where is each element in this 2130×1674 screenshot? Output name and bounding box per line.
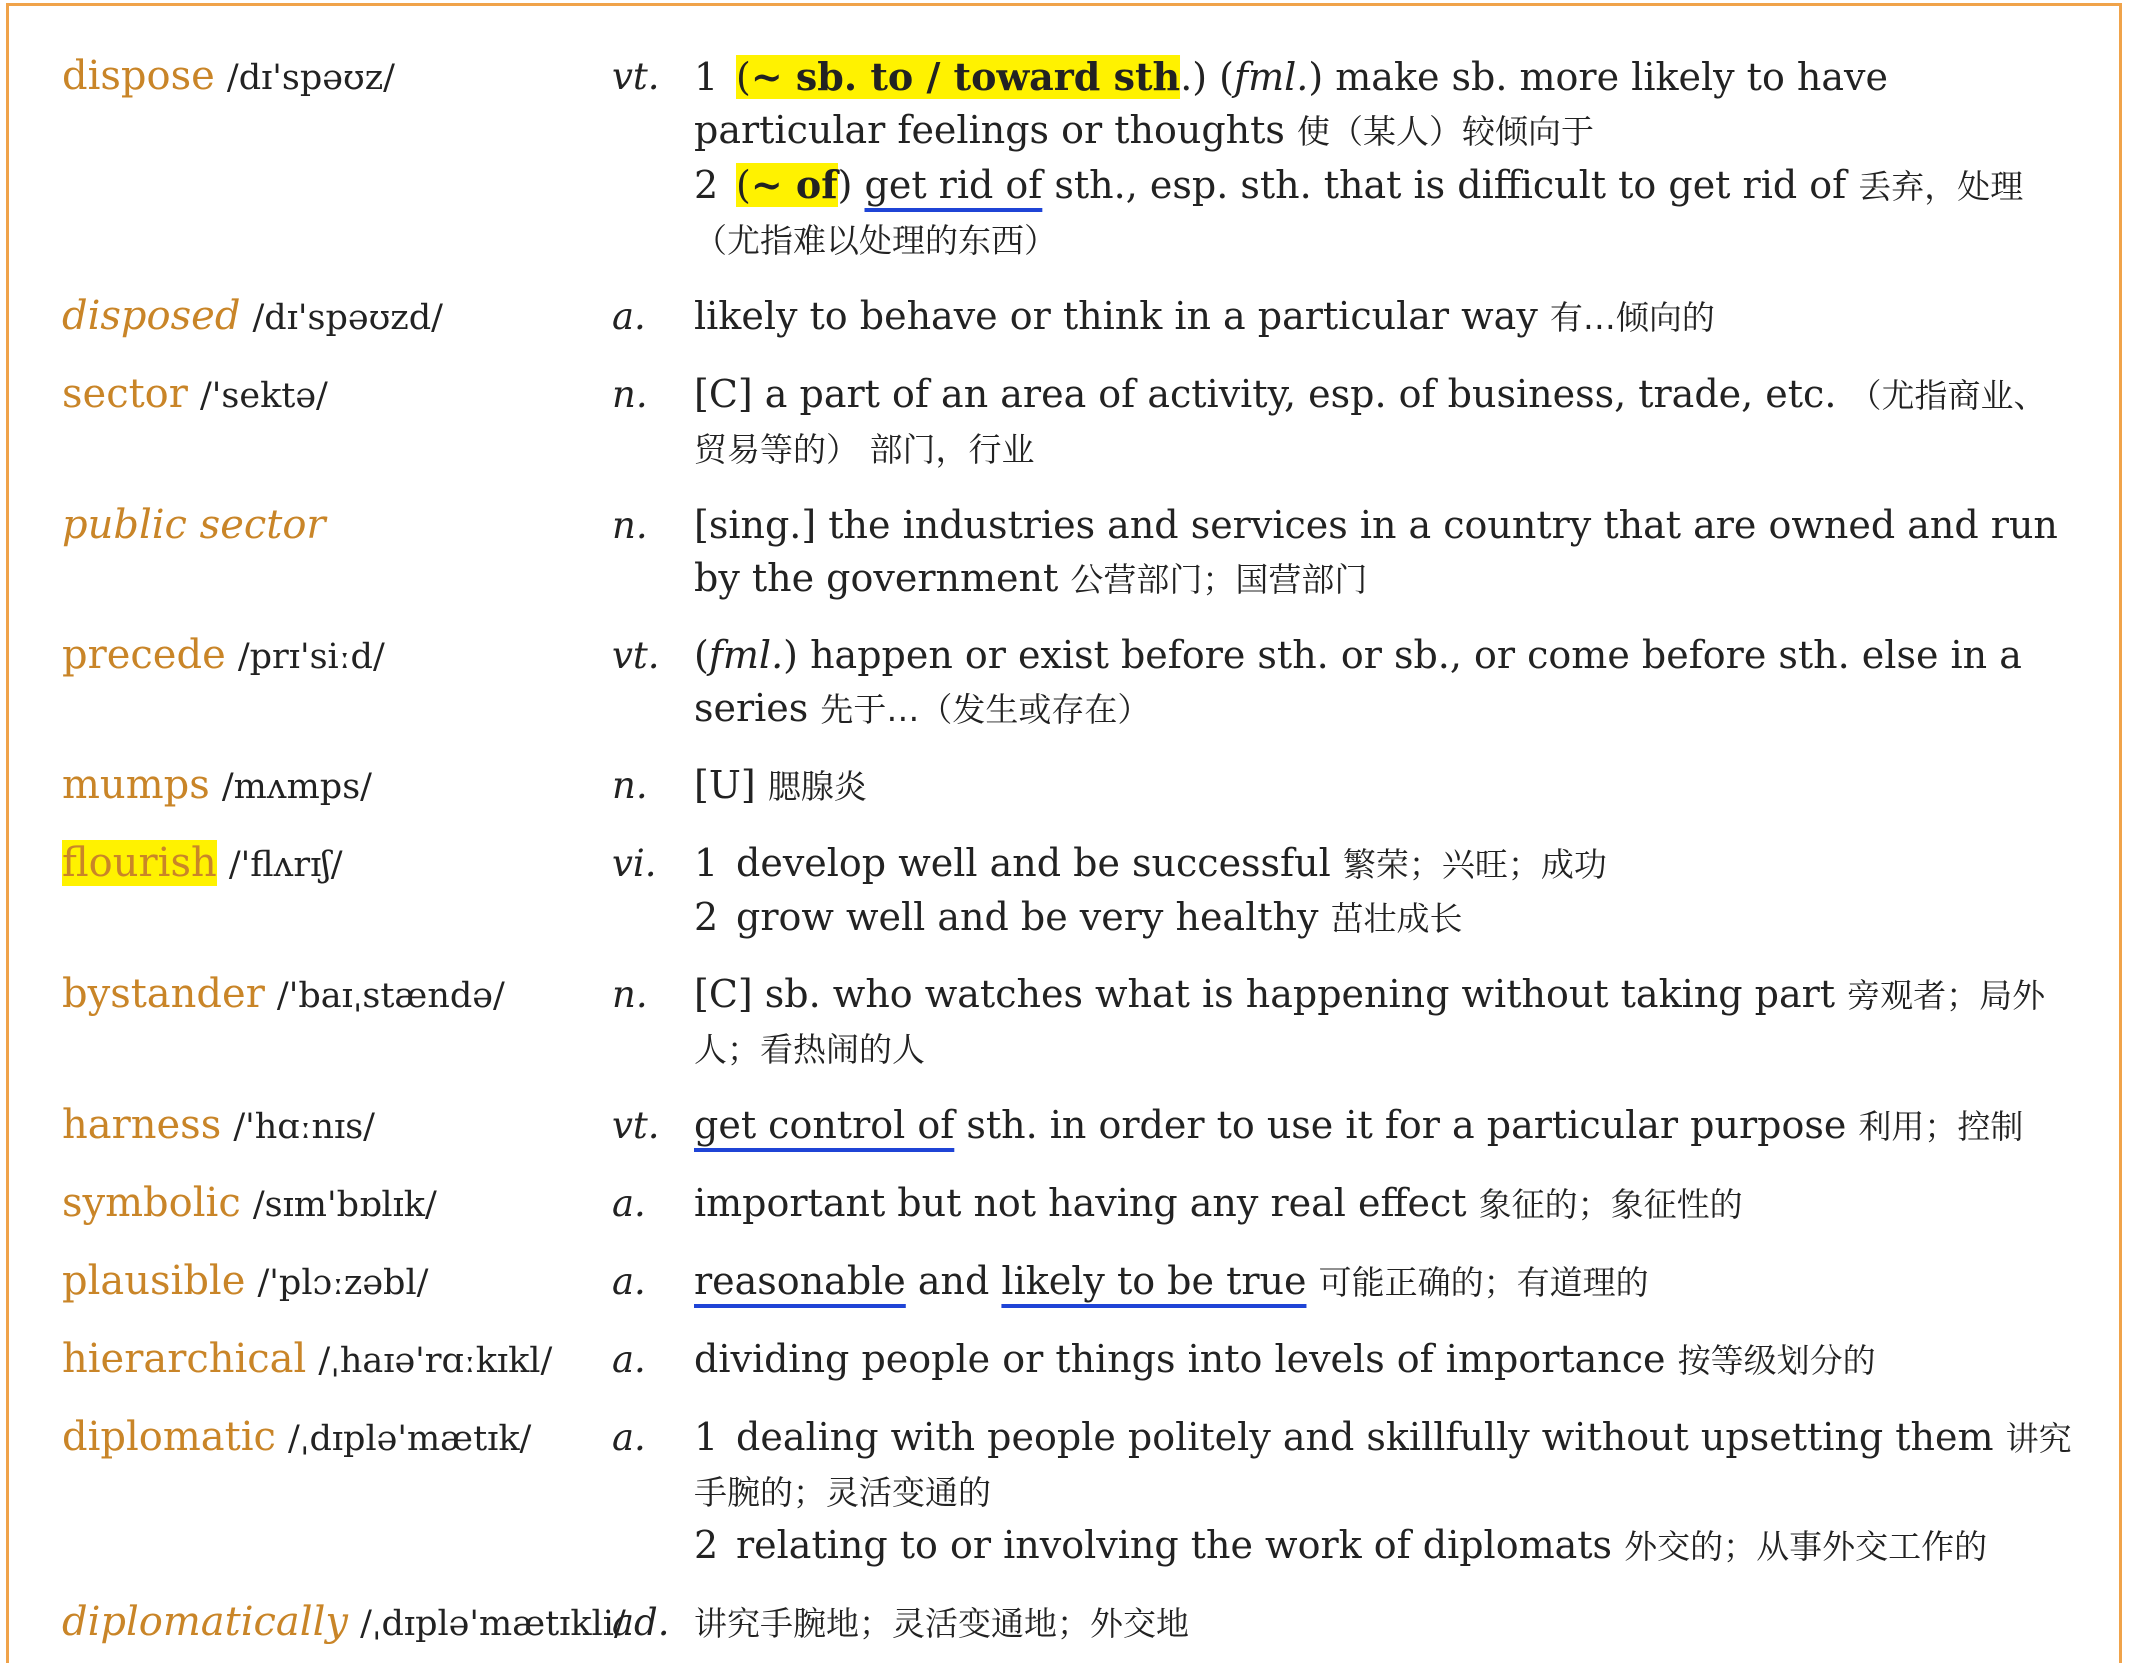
sense-1: 1 (~ sb. to / toward sth.) (fml.) make sb. more likely to have particular feelings or thoughts 使（某人）较倾向于: [694, 50, 2072, 158]
headword: mumps: [62, 762, 210, 808]
entry-diplomatic: [62, 1411, 2072, 1573]
phonetic: /prɪ'siːd/: [237, 637, 385, 677]
headword: sector: [62, 371, 188, 417]
chinese-gloss: 外交的；从事外交工作的: [1624, 1527, 1988, 1566]
definition: important but not having any real effect 象征的；象征性的: [694, 1181, 1743, 1225]
part-of-speech: vt.: [612, 634, 660, 677]
underlined-phrase: get rid of: [864, 163, 1043, 207]
entry-sector: [62, 368, 2072, 476]
chinese-gloss: 丢弃，处理（尤指难以处理的东西）: [694, 167, 2024, 260]
chinese-gloss: 讲究手腕的；灵活变通的: [694, 1419, 2072, 1512]
definition: reasonable and likely to be true 可能正确的；有道理的: [694, 1259, 1649, 1303]
definition: dividing people or things into levels of importance 按等级划分的: [694, 1337, 1876, 1381]
underlined-phrase: reasonable: [694, 1259, 906, 1303]
definition: [694, 1596, 2072, 1650]
phonetic: /'hɑːnɪs/: [233, 1107, 375, 1147]
definition: get control of sth. in order to use it for a particular purpose 利用；控制: [694, 1103, 2024, 1147]
phonetic: /ˌhaɪə'rɑːkɪkl/: [318, 1341, 553, 1381]
phonetic: /'sektə/: [199, 376, 328, 416]
entry-harness: [62, 1099, 2072, 1154]
chinese-gloss: 可能正确的；有道理的: [1318, 1263, 1649, 1302]
usage-pattern: ~ of: [750, 162, 838, 207]
headword: diplomatic: [62, 1414, 276, 1460]
part-of-speech: n.: [612, 373, 648, 416]
headword: hierarchical: [62, 1336, 307, 1382]
phonetic: /'flʌrɪʃ/: [228, 845, 343, 885]
entry-plausible: [62, 1255, 2072, 1310]
headword: bystander: [62, 971, 265, 1017]
sense-2: 2 (~ of) get rid of sth., esp. sth. that is difficult to get rid of 丢弃，处理（尤指难以处理的东西）: [694, 158, 2072, 267]
chinese-gloss: 旁观者；局外人；看热闹的人: [694, 976, 2046, 1069]
phonetic: /mʌmps/: [221, 767, 372, 807]
phonetic: /ˌdɪplə'mætɪk/: [288, 1419, 532, 1459]
part-of-speech: vt.: [612, 55, 660, 98]
chinese-gloss: 按等级划分的: [1677, 1341, 1876, 1380]
part-of-speech: n.: [612, 973, 648, 1016]
part-of-speech: a.: [612, 1260, 646, 1303]
sense-number: 2: [694, 895, 719, 939]
definition: (fml.) happen or exist before sth. or sb., or come before sth. else in a series 先于…（发生或存在）: [694, 633, 2022, 730]
phonetic: /ˌdɪplə'mætɪkli/: [360, 1604, 626, 1644]
headword: plausible: [62, 1258, 246, 1304]
entry-bystander: [62, 968, 2072, 1076]
chinese-gloss: 腮腺炎: [767, 767, 867, 806]
definition: [694, 1411, 2072, 1573]
sense-1: 1 dealing with people politely and skillfully without upsetting them 讲究手腕的；灵活变通的: [694, 1411, 2072, 1519]
sense-2: 2 relating to or involving the work of diplomats 外交的；从事外交工作的: [694, 1519, 2072, 1573]
sense-2: 2 grow well and be very healthy 茁壮成长: [694, 891, 2072, 945]
definition: [694, 50, 2072, 267]
definition: likely to behave or think in a particular way 有…倾向的: [694, 294, 1715, 338]
definition: [694, 837, 2072, 945]
definition: [U] 腮腺炎: [694, 763, 867, 807]
highlight: (~ sb. to / toward sth: [736, 54, 1181, 99]
entry-disposed: [62, 290, 2072, 345]
headword: dispose: [62, 53, 215, 99]
chinese-gloss: 繁荣；兴旺；成功: [1342, 845, 1607, 884]
part-of-speech: ad.: [612, 1601, 670, 1644]
entry-diplomatically: [62, 1596, 2072, 1651]
chinese-gloss: 使（某人）较倾向于: [1296, 112, 1594, 151]
chinese-gloss: 先于…（发生或存在）: [820, 690, 1151, 729]
entry-dispose: [62, 50, 2072, 267]
phonetic: /sɪm'bɒlɪk/: [252, 1185, 437, 1225]
part-of-speech: a.: [612, 1182, 646, 1225]
usage-pattern: ~ sb. to / toward sth: [750, 54, 1181, 99]
chinese-gloss: 象征的；象征性的: [1478, 1185, 1743, 1224]
glossary-list: [62, 50, 2072, 1674]
headword: disposed: [62, 293, 241, 339]
entry-precede: [62, 629, 2072, 736]
sense-number: 2: [694, 1523, 719, 1567]
chinese-gloss: 公营部门；国营部门: [1070, 560, 1368, 599]
headword: flourish: [62, 840, 217, 886]
headword: symbolic: [62, 1180, 241, 1226]
chinese-gloss: 讲究手腕地；灵活变通地；外交地: [694, 1604, 1189, 1643]
headword: public sector: [62, 502, 326, 548]
headword: diplomatically: [62, 1599, 348, 1645]
part-of-speech: a.: [612, 1416, 646, 1459]
part-of-speech: a.: [612, 295, 646, 338]
phonetic: /'baɪˌstændə/: [276, 976, 505, 1016]
entry-symbolic: [62, 1177, 2072, 1232]
phonetic: /dɪ'spəʊz/: [226, 58, 395, 98]
chinese-gloss: （尤指商业、贸易等的） 部门，行业: [694, 376, 2047, 469]
headword: harness: [62, 1102, 222, 1148]
entry-flourish: [62, 837, 2072, 945]
sense-number: 1: [694, 1415, 719, 1459]
register-label: fml.: [708, 633, 784, 677]
phonetic: /'plɔːzəbl/: [257, 1263, 429, 1303]
part-of-speech: vi.: [612, 842, 657, 885]
entry-mumps: [62, 759, 2072, 814]
definition: [C] sb. who watches what is happening without taking part 旁观者；局外人；看热闹的人: [694, 972, 2046, 1069]
underlined-phrase: get control of: [694, 1103, 955, 1147]
part-of-speech: vt.: [612, 1104, 660, 1147]
entry-hierarchical: [62, 1333, 2072, 1388]
sense-number: 1: [694, 841, 719, 885]
sense-1: 1 develop well and be successful 繁荣；兴旺；成功: [694, 837, 2072, 891]
definition: [sing.] the industries and services in a country that are owned and run by the government 公营部门；国营部门: [694, 503, 2058, 600]
phonetic: /dɪ'spəʊzd/: [252, 298, 443, 338]
headword: precede: [62, 632, 226, 678]
chinese-gloss: 有…倾向的: [1549, 298, 1715, 337]
entry-public-sector: [62, 499, 2072, 606]
chinese-gloss: 茁壮成长: [1330, 899, 1463, 938]
definition: [C] a part of an area of activity, esp. of business, trade, etc. （尤指商业、贸易等的） 部门，行业: [694, 372, 2047, 469]
chinese-gloss: 利用；控制: [1858, 1107, 2024, 1146]
underlined-phrase: likely to be true: [1001, 1259, 1307, 1303]
highlight: (~ of: [736, 162, 838, 207]
sense-number: 2: [694, 163, 719, 207]
sense-number: 1: [694, 55, 719, 99]
part-of-speech: n.: [612, 504, 648, 547]
part-of-speech: a.: [612, 1338, 646, 1381]
part-of-speech: n.: [612, 764, 648, 807]
register-label: fml.: [1234, 55, 1309, 99]
